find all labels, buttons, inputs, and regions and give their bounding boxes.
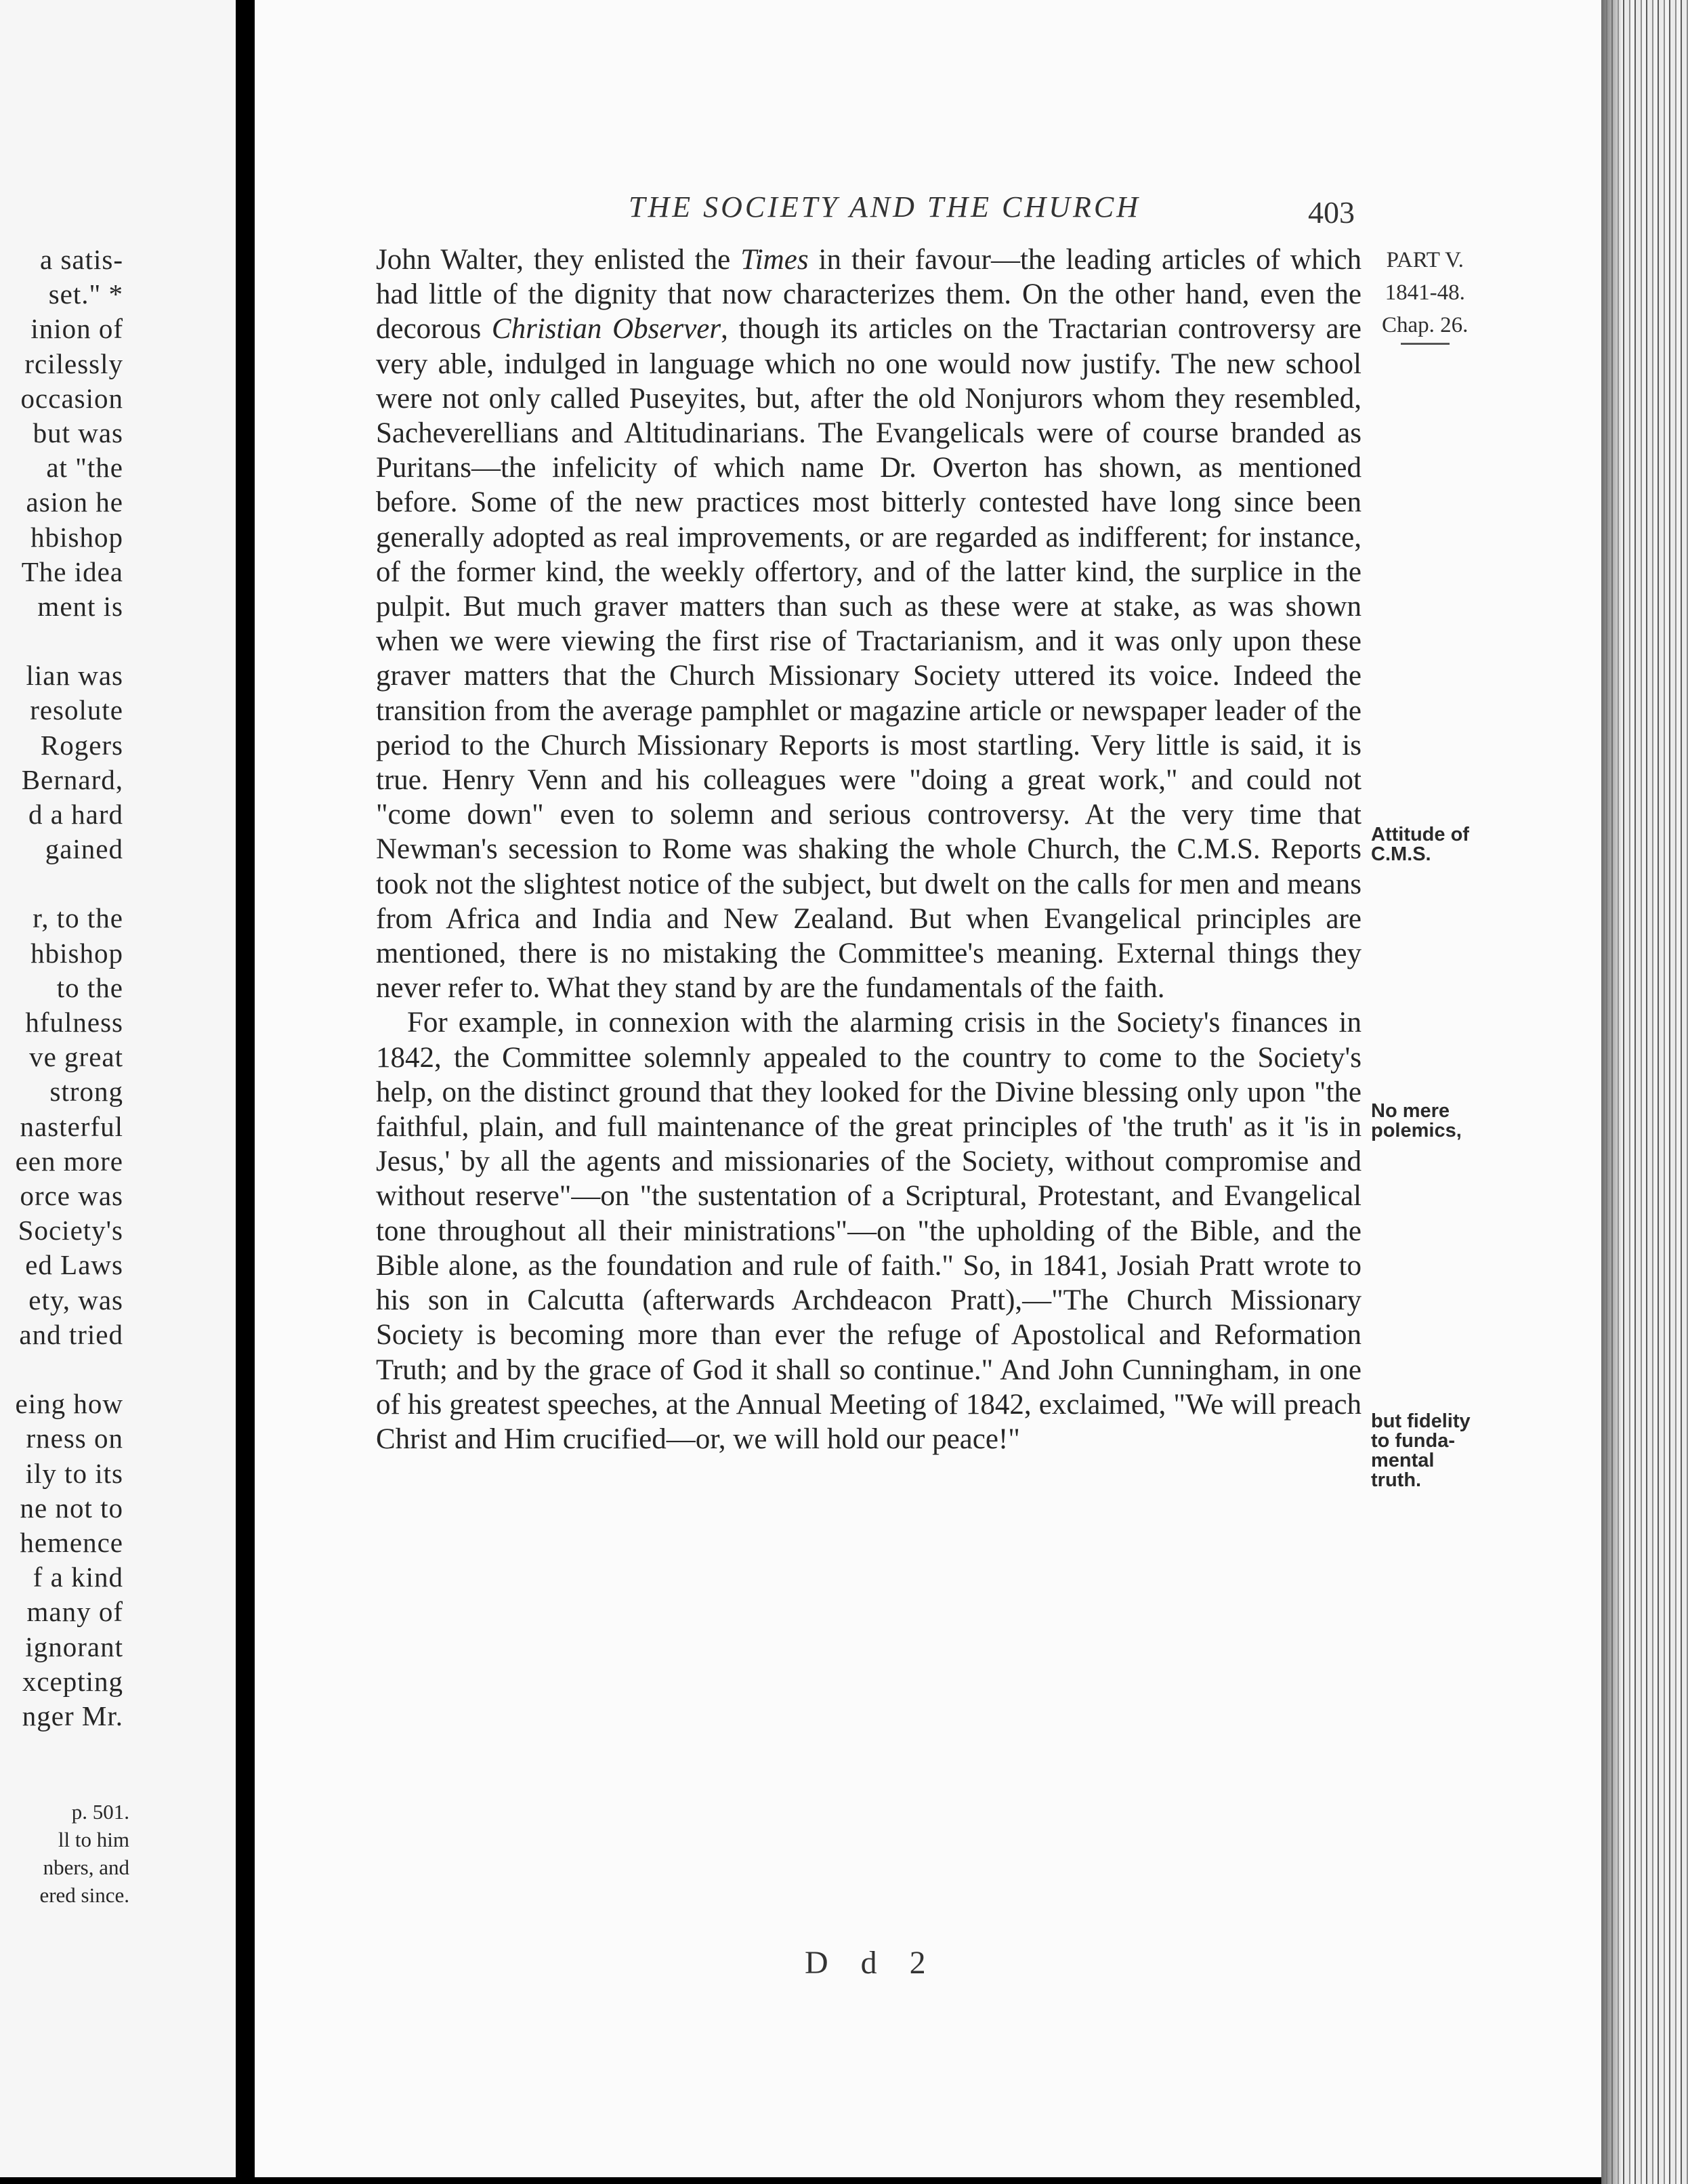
margin-note-part xyxy=(1382,244,1468,345)
previous-page-line: ignorant xyxy=(25,1631,123,1662)
previous-page-line: The idea xyxy=(21,555,123,587)
page-number: 403 xyxy=(1308,195,1355,230)
signature-mark: D d 2 xyxy=(805,1945,938,1981)
times-title: Times xyxy=(740,244,809,276)
previous-page-line: to the xyxy=(56,971,123,1003)
previous-page-line: gained xyxy=(45,833,123,865)
previous-page-footnote-line: p. 501. xyxy=(71,1800,129,1824)
previous-page-line: f a kind xyxy=(33,1561,123,1593)
previous-page-footnote-line: ll to him xyxy=(58,1828,129,1851)
previous-page-line: ily to its xyxy=(25,1457,123,1489)
christian-observer-title: Christian Observer xyxy=(491,313,721,345)
previous-page-text xyxy=(0,243,123,1734)
previous-page-line: nger Mr. xyxy=(22,1700,123,1731)
margin-note-fidelity: but fidelity to funda- mental truth. xyxy=(1371,1410,1471,1491)
years-label: 1841-48. xyxy=(1385,280,1465,305)
previous-page-line: rcilessly xyxy=(24,348,123,379)
previous-page-line: Rogers xyxy=(40,729,123,761)
previous-page-line: orce was xyxy=(20,1180,123,1212)
previous-page-line: ment is xyxy=(37,591,123,623)
previous-page-line: a satis- xyxy=(40,244,123,275)
previous-page-line: asion he xyxy=(26,486,123,518)
previous-page xyxy=(0,0,236,2177)
previous-page-line: rness on xyxy=(26,1423,123,1454)
previous-page-line: occasion xyxy=(20,382,123,414)
previous-page-footnote-line: nbers, and xyxy=(43,1855,129,1879)
previous-page-line: nasterful xyxy=(20,1110,123,1142)
previous-page-line: Society's xyxy=(18,1215,123,1246)
previous-page-line: Bernard, xyxy=(21,763,123,795)
previous-page-line xyxy=(0,1352,123,1387)
previous-page-line: een more xyxy=(15,1145,123,1177)
margin-note-no-mere-polemics: No mere polemics, xyxy=(1371,1100,1462,1141)
previous-page-line xyxy=(0,624,123,658)
previous-page-line xyxy=(0,866,123,901)
margin-note-attitude: Attitude of C.M.S. xyxy=(1371,824,1469,865)
previous-page-line: ne not to xyxy=(20,1492,123,1524)
previous-page-line: hemence xyxy=(20,1526,123,1558)
previous-page-line: r, to the xyxy=(33,902,123,934)
previous-page-line: resolute xyxy=(30,694,123,726)
previous-page-line: set." * xyxy=(48,278,123,310)
previous-page-line: inion of xyxy=(30,313,123,345)
previous-page-line: but was xyxy=(33,417,123,449)
previous-page-line: hbishop xyxy=(30,521,123,553)
body-text xyxy=(376,243,1362,1456)
previous-page-line: eing how xyxy=(15,1388,123,1420)
page-edges xyxy=(1601,0,1688,2184)
previous-page-line: at "the xyxy=(46,452,123,484)
chapter-label: Chap. 26. xyxy=(1382,313,1469,337)
previous-page-line: and tried xyxy=(19,1318,123,1350)
paragraph-1: John Walter, they enlisted the Times in their favour—the leading articles of which had little of the dignity that now characterizes them. On the other hand, even the decorous Christian Observer, though its articles on the Tractarian controversy are very able, indulged in language which no one would now justify. The new school were not only called Puseyites, but, after the old Nonjurors whom they resembled, Sacheverellians and Altitudinarians. The Evangelicals were of course branded as Puritans—the infelicity of which name Dr. Overton has shown, as mentioned before. Some of the new practices most bitterly contested have long since been generally adopted as real improvements, or are regarded as indifferent; for instance, of the former kind, the weekly offertory, and of the latter kind, the surplice in the pulpit. But much graver matters than such as these were at stake, as was shown when we were viewing the first rise of Tractarianism, and it was only upon these graver matters that the Church Missionary Society uttered its voice. Indeed the transition from the average pamphlet or magazine article or newspaper leader of the period to the Church Missionary Reports is most startling. Very little is said, it is true. Henry Venn and his colleagues were "doing a great work," and could not "come down" even to solemn and serious controversy. At the very time that Newman's secession to Rome was shaking the whole Church, the C.M.S. Reports took not the slightest notice of the subject, but dwelt on the calls for men and means from Africa and India and New Zealand. But when Evangelical principles are mentioned, there is no mistaking the Committee's meaning. External things they never refer to. What they stand by are the fundamentals of the faith. xyxy=(376,244,1362,1005)
previous-page-line: hfulness xyxy=(25,1007,123,1038)
previous-page-footnotes xyxy=(0,1798,129,1909)
running-title: THE SOCIETY AND THE CHURCH xyxy=(629,190,1141,224)
previous-page-line: ve great xyxy=(29,1041,123,1073)
previous-page-line: strong xyxy=(49,1076,123,1108)
previous-page-line: d a hard xyxy=(28,799,123,831)
part-label: PART V. xyxy=(1386,248,1464,272)
previous-page-line: ety, was xyxy=(28,1284,123,1316)
previous-page-footnote-line: ered since. xyxy=(39,1883,129,1907)
previous-page-line: ed Laws xyxy=(25,1249,123,1281)
previous-page-line: hbishop xyxy=(30,937,123,969)
previous-page-line: lian was xyxy=(26,660,123,692)
previous-page-line: many of xyxy=(26,1596,123,1628)
paragraph-2: For example, in connexion with the alarming crisis in the Society's finances in 1842, the Committee solemnly appealed to the country to come to the Society's help, on the distinct ground that they looked for the Divine blessing only upon "the faithful, plain, and full maintenance of the great principles of 'the truth' as it 'is in Jesus,' by all the agents and missionaries of the Society, without compromise and without reserve"—on "the sustentation of a Scriptural, Protestant, and Evangelical tone throughout all their ministrations"—on "the upholding of the Bible, and the Bible alone, as the foundation and rule of faith." So, in 1841, Josiah Pratt wrote to his son in Calcutta (afterwards Archdeacon Pratt),—"The Church Missionary Society is becoming more than ever the refuge of Apostolical and Reformation Truth; and by the grace of God it shall so continue." And John Cunningham, in one of his greatest speeches, at the Annual Meeting of 1842, exclaimed, "We will preach Christ and Him crucified—or, we will hold our peace!" xyxy=(376,1007,1362,1455)
previous-page-line: xcepting xyxy=(22,1665,123,1697)
margin-rule xyxy=(1401,343,1450,345)
